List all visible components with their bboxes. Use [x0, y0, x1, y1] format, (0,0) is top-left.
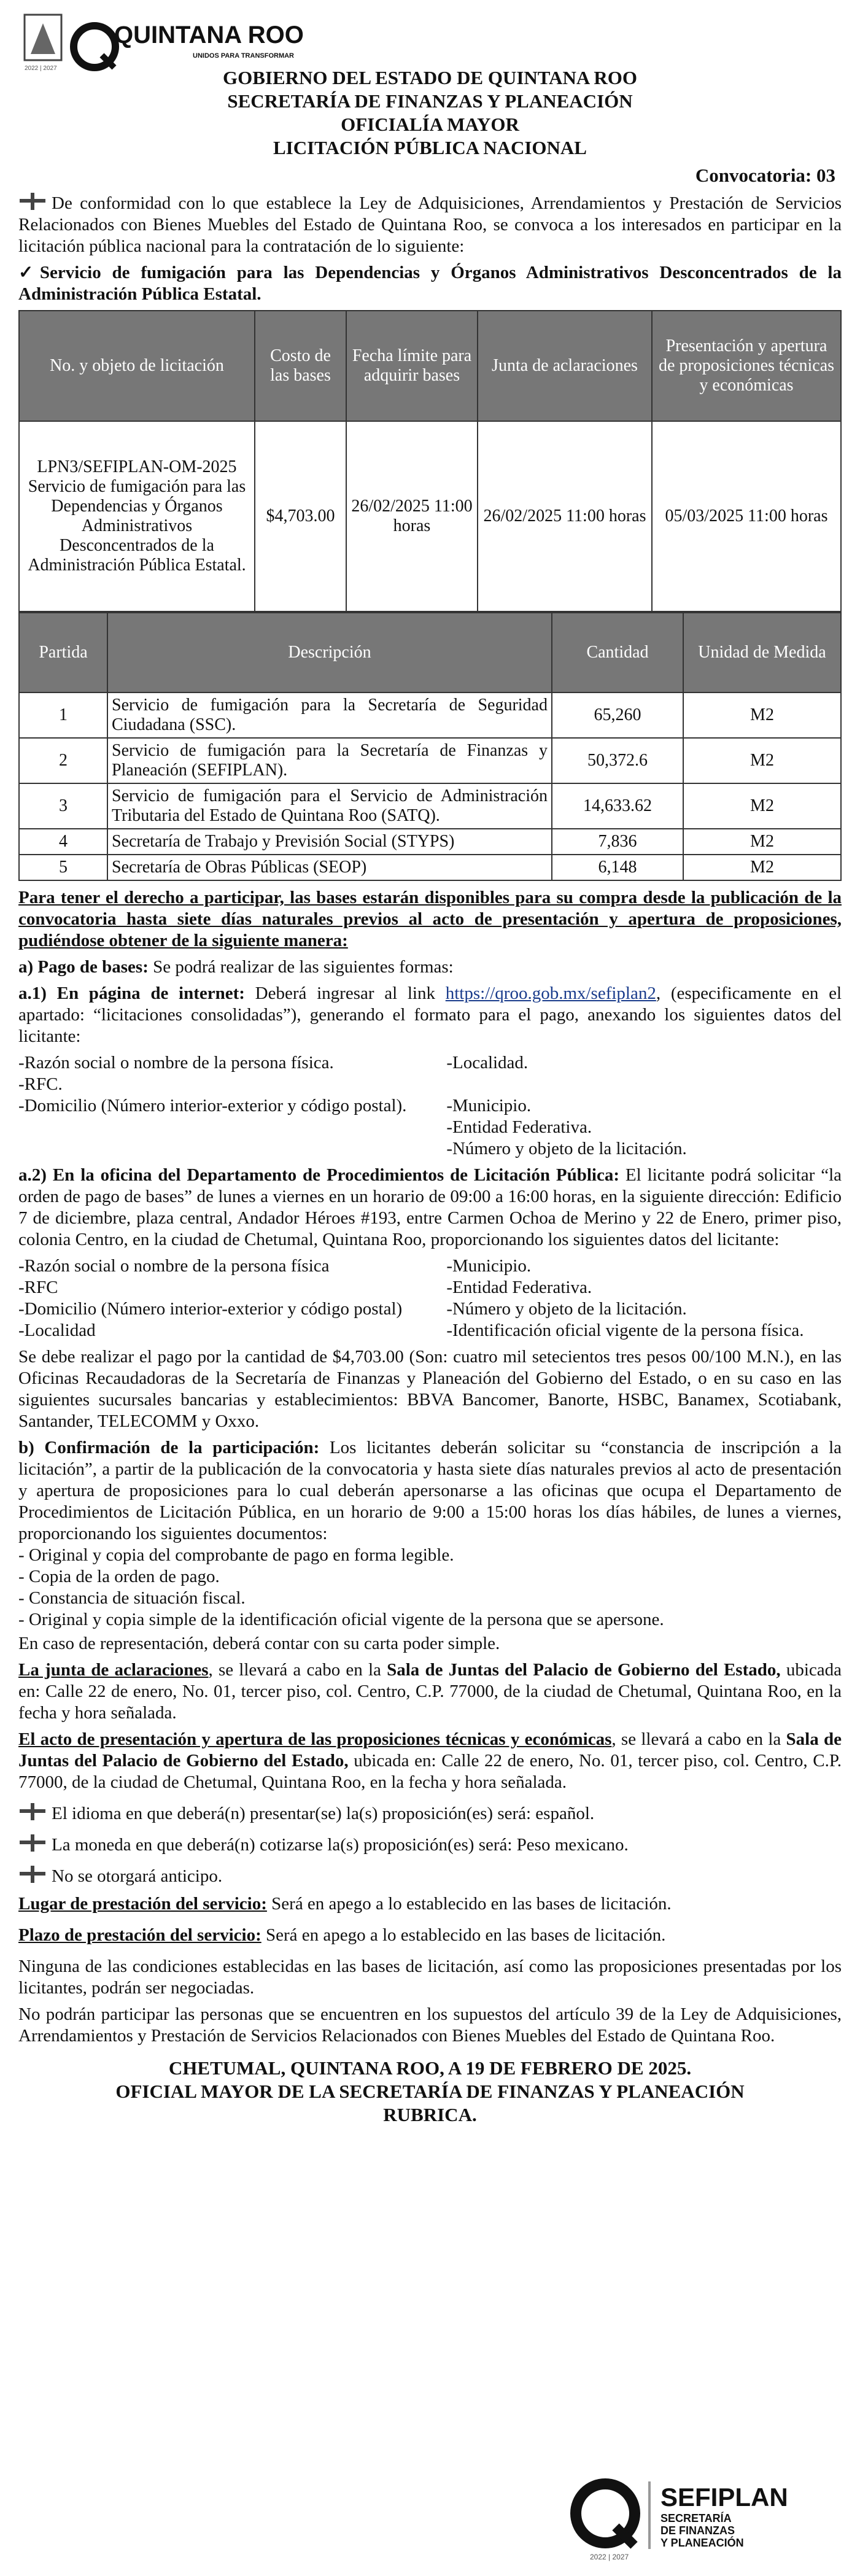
- table-cell: Servicio de fumigación para la Secretaría de Seguridad Ciudadana (SSC).: [107, 692, 552, 738]
- header-line-2: SECRETARÍA DE FINANZAS Y PLANEACIÓN: [227, 90, 633, 112]
- table-header-cell: Cantidad: [552, 613, 683, 692]
- junta-label: La junta de aclaraciones: [18, 1660, 209, 1680]
- bullet-icon: [18, 1802, 47, 1821]
- table-header-cell: Fecha límite para adquirir bases: [346, 311, 478, 421]
- quintana-roo-logo: [22, 11, 304, 72]
- sefiplan-sub-2: DE FINANZAS: [660, 2524, 735, 2537]
- rights-paragraph: Para tener el derecho a participar, las bases estarán disponibles para su compra desde la publicación de la convocatoria hasta siete días naturales previos al acto de presentación y apertura de proposiciones, pudiéndose obtener de la siguiente manera:: [18, 888, 842, 950]
- table-cell: 26/02/2025 11:00 horas: [478, 421, 652, 611]
- table-header-cell: Costo de las bases: [255, 311, 346, 421]
- header-line-3: OFICIALÍA MAYOR: [341, 114, 519, 135]
- lugar-text: Será en apego a lo establecido en las bases de licitación.: [266, 1894, 672, 1914]
- table-cell: M2: [683, 738, 841, 783]
- table-cell: Servicio de fumigación para la Secretaría de Finanzas y Planeación (SEFIPLAN).: [107, 738, 552, 783]
- plazo-label: Plazo de prestación del servicio:: [18, 1925, 261, 1945]
- a1-data-list: [18, 1052, 842, 1160]
- list-item: - Original y copia del comprobante de pago en forma legible.: [18, 1545, 454, 1565]
- a2-paragraph: [18, 1165, 842, 1251]
- sefiplan-years: 2022 | 2027: [590, 2553, 629, 2561]
- table-header-cell: No. y objeto de licitación: [19, 311, 255, 421]
- no-podran-paragraph: No podrán participar las personas que se encuentren en los supuestos del artículo 39 de la Ley de Adquisiciones, Arrendamientos y Prestación de Servicios Relacionados con Bienes Muebles del Estado de Quintana Roo.: [18, 2004, 842, 2046]
- list-item: -Localidad: [18, 1321, 96, 1340]
- table-cell: 05/03/2025 11:00 horas: [652, 421, 841, 611]
- footer-line-3: RUBRICA.: [383, 2104, 477, 2125]
- acto-text: ubicada en: Calle 22 de enero, No. 01, tercer piso, col. Centro, C.P. 77000, de la ciudad de Chetumal, Quintana Roo, en la fecha y hora señalada.: [18, 1751, 842, 1792]
- items-table: [18, 612, 842, 881]
- table-cell: $4,703.00: [255, 421, 346, 611]
- table-header-cell: Unidad de Medida: [683, 613, 841, 692]
- list-item: -Número y objeto de la licitación.: [446, 1139, 687, 1158]
- sefiplan-sub-3: Y PLANEACIÓN: [660, 2537, 744, 2549]
- logo-brand: QUINTANA ROO: [114, 21, 304, 48]
- pago-paragraph: [18, 956, 842, 978]
- list-item: -Entidad Federativa.: [446, 1278, 592, 1297]
- a2-data-list: [18, 1255, 842, 1341]
- table-header-row: [19, 613, 841, 692]
- list-item: -Municipio.: [446, 1096, 532, 1115]
- ninguna-paragraph: Ninguna de las condiciones establecidas en las bases de licitación, así como las proposiciones presentadas por los licitantes, podrán ser negociadas.: [18, 1957, 842, 1998]
- service-text: Servicio de fumigación para las Dependencias y Órganos Administrativos Desconcentrados de la Administración Pública Estatal.: [18, 263, 842, 304]
- moneda-paragraph: [18, 1833, 842, 1856]
- list-item: -Entidad Federativa.: [446, 1117, 592, 1137]
- sefiplan-name: SEFIPLAN: [660, 2483, 788, 2512]
- table-row: [19, 738, 841, 783]
- acto-paragraph: [18, 1729, 842, 1793]
- document-footer: [18, 2057, 842, 2127]
- idioma-paragraph: [18, 1802, 842, 1825]
- b-text: Los licitantes deberán solicitar su “constancia de inscripción a la licitación”, a partir de la publicación de la convocatoria y hasta siete días naturales previos al acto de presentación y apertura de proposiciones para lo cual deberán apersonarse a las oficinas que ocupa el Departamento de Procedimientos de Licitación Pública, en un horario de 9:00 a 15:00 horas los días hábiles, de lunes a viernes, proporcionando los siguientes documentos:: [18, 1438, 842, 1543]
- representacion-paragraph: En caso de representación, deberá contar con su carta poder simple.: [18, 1634, 500, 1653]
- bullet-icon: [18, 1864, 47, 1884]
- a2-left-column: [18, 1255, 414, 1341]
- plazo-text: Será en apego a lo establecido en las bases de licitación.: [261, 1925, 666, 1945]
- a2-text: El licitante podrá solicitar “la orden de pago de bases” de lunes a viernes en un horario de 09:00 a 16:00 horas, en la siguiente dirección: Edificio 7 de diciembre, plaza central, Andador Héroes #193, entre Carmen Ochoa de Merino y 22 de Enero, primer piso, colonia Centro, en la ciudad de Chetumal, Quintana Roo, proporcionando los siguientes datos del licitante:: [18, 1165, 842, 1249]
- a2-label: a.2) En la oficina del Departamento de Procedimientos de Licitación Pública:: [18, 1165, 620, 1185]
- a1-paragraph: [18, 983, 842, 1047]
- table-cell: 7,836: [552, 829, 683, 855]
- table-cell: 26/02/2025 11:00 horas: [346, 421, 478, 611]
- footer-line-2: OFICIAL MAYOR DE LA SECRETARÍA DE FINANZAS Y PLANEACIÓN: [115, 2081, 745, 2102]
- table-cell: Secretaría de Trabajo y Previsión Social (STYPS): [107, 829, 552, 855]
- sefiplan-sub-1: SECRETARÍA: [660, 2512, 732, 2524]
- list-item: -Número y objeto de la licitación.: [446, 1299, 687, 1319]
- header-line-1: GOBIERNO DEL ESTADO DE QUINTANA ROO: [223, 67, 637, 88]
- junta-bold: Sala de Juntas del Palacio de Gobierno del Estado,: [387, 1660, 781, 1680]
- table-header-cell: Junta de aclaraciones: [478, 311, 652, 421]
- document-page: [18, 0, 842, 2576]
- table-cell: Secretaría de Obras Públicas (SEOP): [107, 855, 552, 880]
- acto-mid: , se llevará a cabo en la: [611, 1729, 786, 1749]
- table-cell: 6,148: [552, 855, 683, 880]
- a1-label: a.1) En página de internet:: [18, 983, 245, 1003]
- table-cell: Servicio de fumigación para el Servicio de Administración Tributaria del Estado de Quintana Roo (SATQ).: [107, 783, 552, 829]
- pago-cantidad-paragraph: Se debe realizar el pago por la cantidad de $4,703.00 (Son: cuatro mil setecientos tres pesos 00/100 M.N.), en las Oficinas Recaudadoras de la Secretaría de Finanzas y Planeación del Gobierno del Estado, o en su caso en las siguientes sucursales bancarias y establecimientos: BBVA Bancomer, Banorte, HSBC, Banamex, Scotiabank, Santander, TELECOMM y Oxxo.: [18, 1347, 842, 1431]
- anticipo-paragraph: [18, 1864, 842, 1887]
- list-item: -Identificación oficial vigente de la persona física.: [446, 1321, 804, 1340]
- list-item: -Razón social o nombre de la persona física: [18, 1256, 330, 1276]
- intro-paragraph: [18, 192, 842, 257]
- list-item: -Municipio.: [446, 1256, 532, 1276]
- list-item: - Original y copia simple de la identificación oficial vigente de la persona que se apersone.: [18, 1610, 664, 1629]
- table-cell: LPN3/SEFIPLAN-OM-2025 Servicio de fumigación para las Dependencias y Órganos Administrativos Desconcentrados de la Administración Pública Estatal.: [19, 421, 255, 611]
- table-header-cell: Partida: [19, 613, 107, 692]
- a1-left-column: [18, 1052, 414, 1160]
- plazo-paragraph: [18, 1925, 842, 1946]
- acto-label: El acto de presentación y apertura de las proposiciones técnicas y económicas: [18, 1729, 612, 1749]
- moneda-text: La moneda en que deberá(n) cotizarse la(s) proposición(es) será: Peso mexicano.: [52, 1835, 629, 1855]
- service-line: [18, 262, 842, 305]
- a2-right-column: [446, 1255, 842, 1341]
- table-header-cell: Presentación y apertura de proposiciones técnicas y económicas: [652, 311, 841, 421]
- a1-right-column: [446, 1052, 842, 1160]
- junta-text: ubicada en: Calle 22 de enero, No. 01, tercer piso, col. Centro, C.P. 77000, de la ciudad de Chetumal, Quintana Roo, en la fecha y hora señalada.: [18, 1660, 842, 1723]
- table-cell: 5: [19, 855, 107, 880]
- document-header: [18, 66, 842, 160]
- junta-paragraph: [18, 1659, 842, 1724]
- list-item: - Constancia de situación fiscal.: [18, 1588, 246, 1608]
- table-cell: 1: [19, 692, 107, 738]
- sefiplan-logo: [547, 2470, 829, 2562]
- logo-tagline: UNIDOS PARA TRANSFORMAR: [193, 52, 294, 60]
- b-paragraph: [18, 1437, 842, 1545]
- table-cell: M2: [683, 855, 841, 880]
- table-row: [19, 692, 841, 738]
- list-item: - Copia de la orden de pago.: [18, 1567, 220, 1586]
- table-cell: 4: [19, 829, 107, 855]
- list-item: -Domicilio (Número interior-exterior y código postal).: [18, 1096, 407, 1115]
- pago-label: a) Pago de bases:: [18, 957, 149, 977]
- table-header-cell: Descripción: [107, 613, 552, 692]
- footer-line-1: CHETUMAL, QUINTANA ROO, A 19 DE FEBRERO DE 2025.: [168, 2057, 692, 2079]
- list-item: -Domicilio (Número interior-exterior y código postal): [18, 1299, 403, 1319]
- table-cell: M2: [683, 692, 841, 738]
- table-cell: 3: [19, 783, 107, 829]
- table-cell: 65,260: [552, 692, 683, 738]
- list-item: -RFC.: [18, 1074, 63, 1094]
- idioma-text: El idioma en que deberá(n) presentar(se) la(s) proposición(es) será: español.: [52, 1804, 595, 1823]
- pago-text: Se podrá realizar de las siguientes formas:: [148, 957, 454, 977]
- table-cell: 50,372.6: [552, 738, 683, 783]
- b-label: b) Confirmación de la participación:: [18, 1438, 320, 1457]
- table-row: [19, 783, 841, 829]
- table-header-row: [19, 311, 841, 421]
- junta-mid: , se llevará a cabo en la: [208, 1660, 387, 1680]
- a1-pre: Deberá ingresar al link: [244, 983, 446, 1003]
- a1-post: , (especificamente en el apartado: “licitaciones consolidadas”), generando el formato para el pago, anexando los siguientes datos del licitante:: [18, 983, 842, 1046]
- list-item: -Razón social o nombre de la persona física.: [18, 1053, 334, 1073]
- lugar-paragraph: [18, 1893, 842, 1915]
- table-cell: M2: [683, 829, 841, 855]
- table-cell: 14,633.62: [552, 783, 683, 829]
- convocatoria-number: Convocatoria: 03: [695, 165, 835, 186]
- acto-bold: Sala de Juntas del Palacio de Gobierno del Estado,: [18, 1729, 842, 1771]
- bullet-icon: [18, 1833, 47, 1853]
- intro-text: De conformidad con lo que establece la Ley de Adquisiciones, Arrendamientos y Prestación de Servicios Relacionados con Bienes Muebles del Estado de Quintana Roo, se convoca a los interesados en participar en la licitación pública nacional para la contratación de lo siguiente:: [18, 193, 842, 256]
- header-line-4: LICITACIÓN PÚBLICA NACIONAL: [273, 137, 587, 158]
- lugar-label: Lugar de prestación del servicio:: [18, 1894, 267, 1914]
- sefiplan-link[interactable]: https://qroo.gob.mx/sefiplan2: [445, 983, 656, 1003]
- bidding-table: [18, 310, 842, 612]
- logo-years: 2022 | 2027: [25, 65, 57, 72]
- list-item: -RFC: [18, 1278, 58, 1297]
- table-row: [19, 855, 841, 880]
- table-cell: M2: [683, 783, 841, 829]
- checkmark-icon: ✓: [18, 263, 40, 282]
- document-body: [18, 192, 842, 2127]
- table-row: [19, 421, 841, 611]
- bullet-icon: [18, 192, 47, 211]
- list-item: -Localidad.: [446, 1053, 529, 1073]
- table-row: [19, 829, 841, 855]
- table-cell: 2: [19, 738, 107, 783]
- anticipo-text: No se otorgará anticipo.: [52, 1866, 223, 1886]
